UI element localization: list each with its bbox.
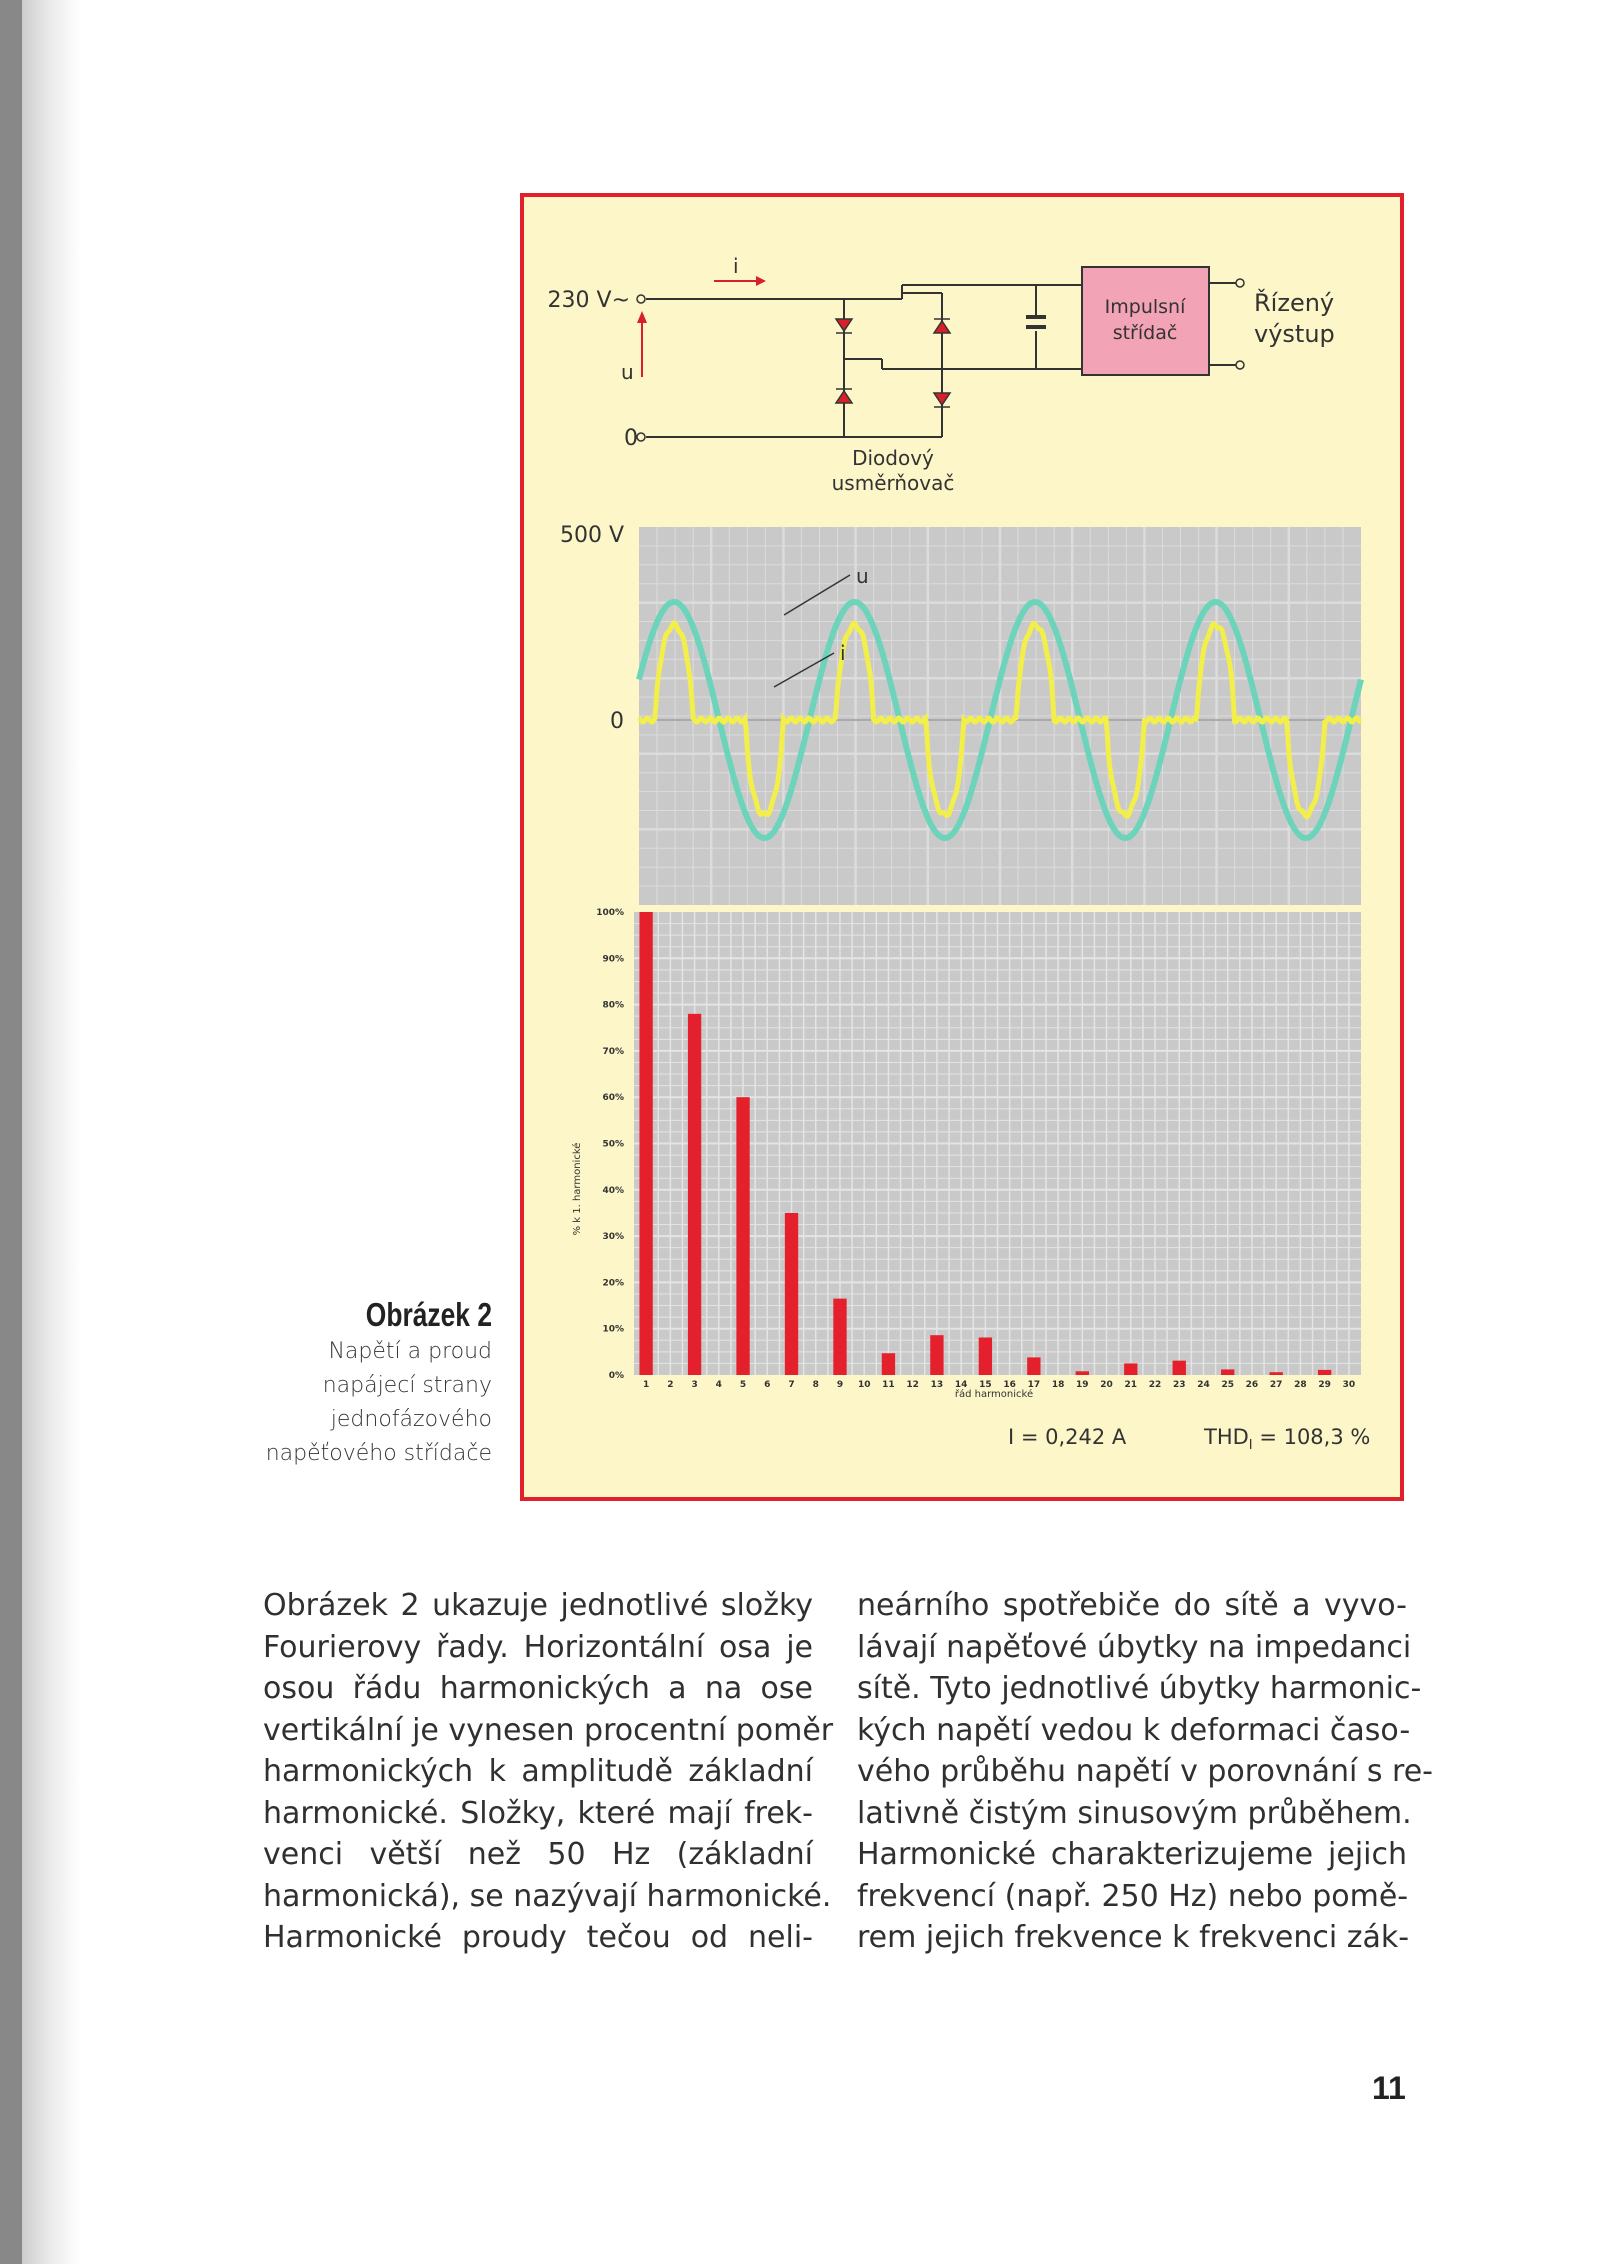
caption-line: Napětí a proud [328, 1339, 492, 1364]
body-text-line: rem jejich frekvence k frekvenci zák- [857, 1920, 1410, 1955]
inverter-box [1082, 267, 1209, 375]
y-tick-label: 80% [602, 1000, 624, 1011]
figure-frame [520, 193, 1404, 1501]
input-terminal-bottom [637, 433, 645, 441]
body-text-line: Harmonické charakterizujeme jejich [857, 1837, 1407, 1872]
x-tick-label: 23 [1172, 1380, 1186, 1390]
x-tick-label: 14 [954, 1380, 968, 1390]
bar-harmonic-9 [833, 1299, 846, 1375]
y-tick-label: 100% [596, 908, 624, 918]
output-label-2: výstup [1254, 320, 1335, 348]
x-tick-label: 8 [812, 1380, 819, 1390]
x-tick-label: 26 [1245, 1380, 1259, 1390]
bar-harmonic-7 [785, 1213, 798, 1375]
y-tick-label: 60% [602, 1093, 624, 1104]
body-text-line: harmonické. Složky, které mají frek- [263, 1795, 813, 1831]
inverter-label-2: střídač [1112, 322, 1178, 344]
caption-line: jednofázového [330, 1407, 492, 1432]
x-tick-label: 15 [979, 1380, 992, 1390]
x-tick-label: 11 [882, 1380, 895, 1390]
x-tick-label: 18 [1051, 1380, 1065, 1390]
bar-harmonic-19 [1076, 1371, 1089, 1375]
bar-harmonic-29 [1318, 1370, 1331, 1375]
x-tick-label: 13 [930, 1380, 944, 1390]
bar-harmonic-5 [736, 1097, 749, 1375]
body-text-line: kých napětí vedou k deformaci časo- [857, 1712, 1411, 1748]
y-tick-label: 20% [602, 1278, 624, 1289]
y-tick-label: 90% [602, 954, 624, 965]
body-text-line: frekvencí (např. 250 Hz) nebo pomě- [857, 1878, 1409, 1914]
zero-label: 0 [624, 426, 638, 451]
x-tick-label: 5 [739, 1380, 747, 1390]
x-tick-label: 21 [1124, 1380, 1138, 1390]
body-text-line: Harmonické proudy tečou od neli- [263, 1920, 813, 1955]
chart-x-axis-label: řád harmonické [954, 1389, 1034, 1400]
x-tick-label: 4 [715, 1380, 722, 1390]
output-terminal-bottom [1236, 361, 1244, 369]
binding-edge [0, 0, 22, 2264]
voltage-arrow-head [637, 311, 647, 323]
x-tick-label: 7 [788, 1380, 795, 1390]
body-text-line: neárního spotřebiče do sítě a vyvo- [857, 1588, 1407, 1623]
body-text-line: sítě. Tyto jednotlivé úbytky harmonic- [857, 1671, 1422, 1706]
caption-line: napájecí strany [322, 1373, 492, 1398]
body-column-left [263, 1585, 834, 1959]
y-tick-label: 50% [602, 1139, 624, 1150]
x-tick-label: 19 [1076, 1380, 1089, 1390]
x-tick-label: 10 [857, 1380, 871, 1390]
body-text-line: harmonických k amplitudě základní [263, 1754, 813, 1789]
bar-harmonic-25 [1221, 1369, 1234, 1375]
input-terminal-top [637, 295, 645, 303]
bar-harmonic-21 [1124, 1363, 1137, 1375]
bar-harmonic-15 [979, 1337, 992, 1375]
x-tick-label: 12 [906, 1380, 919, 1390]
bar-harmonic-27 [1270, 1372, 1283, 1375]
page-number: 11 [1372, 2070, 1406, 2106]
figure-svg [524, 197, 1400, 1497]
body-text-line: vertikální je vynesen procentní poměr [263, 1712, 834, 1748]
waveform-voltage-label: u [856, 564, 869, 588]
waveform-panel [639, 527, 1361, 905]
harmonics-chart [596, 908, 1361, 1390]
waveform-current-label: i [840, 641, 846, 665]
x-tick-label: 22 [1148, 1380, 1162, 1390]
output-label-1: Řízený [1254, 289, 1335, 317]
body-text-line: Fourierovy řady. Horizontální osa je [263, 1629, 813, 1665]
x-tick-label: 25 [1221, 1380, 1234, 1390]
y-tick-label: 70% [602, 1046, 624, 1057]
waveform-max-label: 500 V [559, 523, 624, 548]
output-terminal-top [1236, 279, 1244, 287]
bar-harmonic-3 [688, 1014, 701, 1375]
rectifier-label-2: usměrňovač [831, 471, 955, 495]
body-text-line: venci větší než 50 Hz (základní [263, 1837, 813, 1872]
current-arrow-head [756, 276, 766, 286]
body-text-line: vého průběhu napětí v porovnání s re- [857, 1754, 1433, 1789]
body-text-line: lativně čistým sinusovým průběhem. [857, 1795, 1412, 1831]
body-text-line: lávají napěťové úbytky na impedanci [857, 1629, 1412, 1665]
x-tick-label: 3 [691, 1380, 698, 1390]
x-tick-label: 6 [764, 1380, 771, 1390]
caption-title: Obrázek 2 [365, 1296, 492, 1333]
diode-icon [836, 319, 950, 407]
current-measurement: I = 0,242 A [1008, 1425, 1127, 1449]
waveform-zero-label: 0 [610, 709, 624, 734]
bar-harmonic-1 [639, 912, 652, 1375]
thd-value: = 108,3 % [1252, 1425, 1371, 1449]
x-tick-label: 2 [667, 1380, 674, 1390]
caption-line: napěťového střídače [265, 1441, 492, 1466]
x-tick-label: 20 [1100, 1380, 1113, 1390]
thd-measurement [1203, 1425, 1370, 1453]
bar-harmonic-13 [930, 1335, 943, 1375]
figure-caption [192, 1295, 492, 1471]
voltage-label: u [621, 360, 634, 384]
bar-harmonic-17 [1027, 1357, 1040, 1375]
thd-prefix: THD [1204, 1425, 1249, 1449]
y-tick-label: 30% [602, 1232, 624, 1243]
x-tick-label: 30 [1342, 1380, 1356, 1390]
chart-y-axis-label: % k 1. harmonické [572, 1142, 583, 1236]
input-voltage-label: 230 V~ [547, 288, 630, 313]
current-label: i [733, 254, 739, 278]
body-column-right [857, 1585, 1433, 1959]
inverter-label-1: Impulsní [1104, 296, 1186, 318]
rectifier-label-1: Diodový [852, 446, 934, 470]
y-tick-label: 0% [608, 1371, 624, 1381]
x-tick-label: 1 [642, 1380, 650, 1390]
body-text-line: harmonická), se nazývají harmonické. [263, 1878, 832, 1914]
x-tick-label: 29 [1318, 1380, 1331, 1390]
bar-harmonic-11 [882, 1353, 895, 1375]
x-tick-label: 27 [1269, 1380, 1283, 1390]
x-tick-label: 17 [1027, 1380, 1041, 1390]
body-text-line: osou řádu harmonických a na ose [263, 1671, 813, 1706]
x-tick-label: 9 [836, 1380, 844, 1390]
thd-subscript: I [1248, 1438, 1253, 1453]
x-tick-label: 24 [1197, 1380, 1210, 1390]
body-text-line: Obrázek 2 ukazuje jednotlivé složky [263, 1588, 813, 1623]
x-tick-label: 16 [1003, 1380, 1016, 1390]
x-tick-label: 28 [1294, 1380, 1307, 1390]
y-tick-label: 10% [602, 1324, 624, 1335]
bar-harmonic-23 [1173, 1361, 1186, 1375]
y-tick-label: 40% [602, 1185, 624, 1196]
